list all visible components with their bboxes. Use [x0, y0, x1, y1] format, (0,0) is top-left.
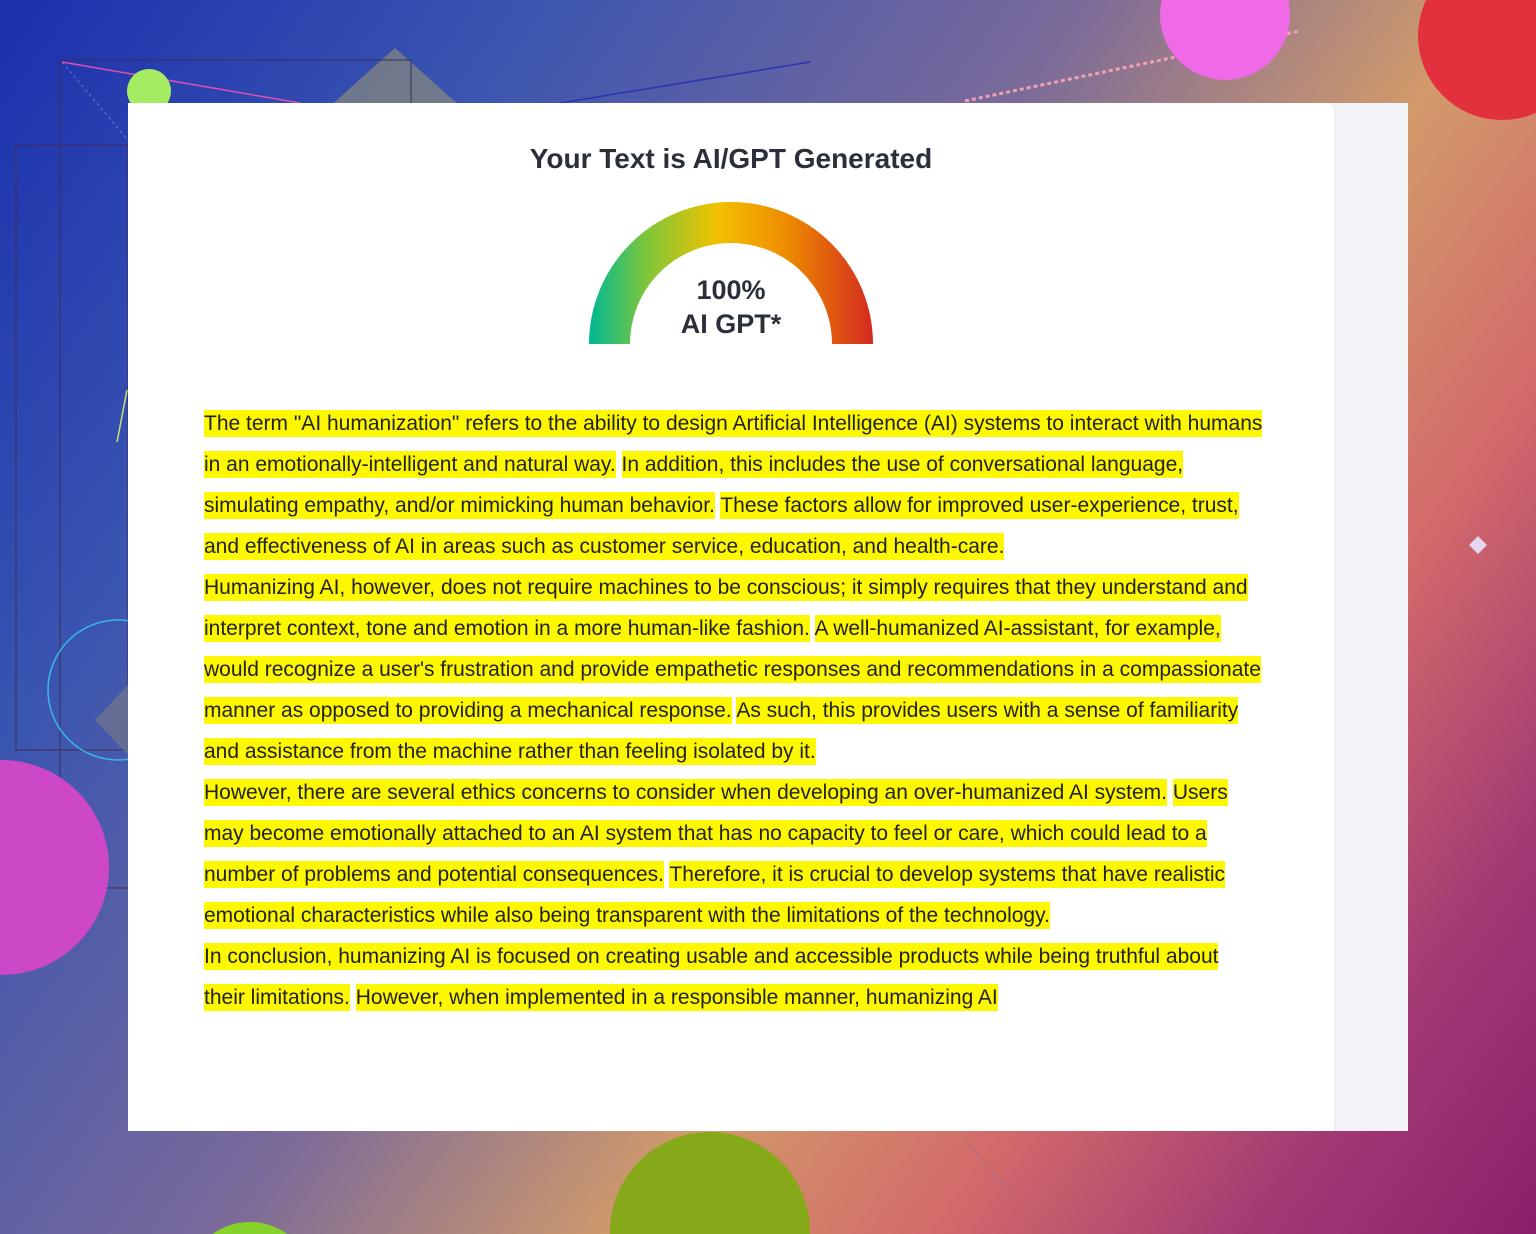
highlighted-sentence: Users may become emotionally attached to an AI system that has no capacity to feel or care, which could lead to a number of problems and potential consequences. [204, 781, 1228, 886]
result-panel [128, 103, 1408, 1131]
highlighted-sentence: Humanizing AI, however, does not require machines to be conscious; it simply requires that they understand and interpret context, tone and emotion in a more human-like fashion. [204, 576, 1248, 640]
text-paragraph [204, 772, 1264, 936]
result-title: Your Text is AI/GPT Generated [529, 143, 933, 174]
highlighted-sentence: In addition, this includes the use of conversational language, simulating empathy, and/or mimicking human behavior. [204, 453, 1184, 517]
text-paragraph [204, 936, 1264, 1018]
highlighted-sentence: The term "AI humanization" refers to the ability to design Artificial Intelligence (AI) systems to interact with humans in an emotionally-intelligent and natural way. [204, 412, 1263, 476]
analyzed-text [204, 403, 1264, 1018]
text-paragraph [204, 567, 1264, 772]
highlighted-sentence: However, there are several ethics concerns to consider when developing an over-humanized AI system. [204, 781, 1168, 804]
result-card [128, 103, 1334, 1131]
highlighted-sentence: In conclusion, humanizing AI is focused on creating usable and accessible products while being truthful about their limitations. [204, 945, 1219, 1009]
highlighted-sentence: However, when implemented in a responsible manner, humanizing AI [355, 986, 998, 1009]
highlighted-sentence: As such, this provides users with a sense of familiarity and assistance from the machine rather than feeling isolated by it. [204, 699, 1239, 763]
gauge-percentage: 100% [696, 275, 766, 305]
text-paragraph [204, 403, 1264, 567]
highlighted-sentence: Therefore, it is crucial to develop systems that have realistic emotional characteristics while also being transparent with the limitations of the technology. [204, 863, 1226, 927]
highlighted-sentence: A well-humanized AI-assistant, for example, would recognize a user's frustration and provide empathetic responses and recommendations in a compassionate manner as opposed to providing a mechanical response. [204, 617, 1261, 722]
ai-score-gauge [586, 201, 876, 351]
gauge-label: AI GPT* [680, 309, 782, 339]
highlighted-sentence: These factors allow for improved user-experience, trust, and effectiveness of AI in areas such as customer service, education, and health-care. [204, 494, 1239, 558]
